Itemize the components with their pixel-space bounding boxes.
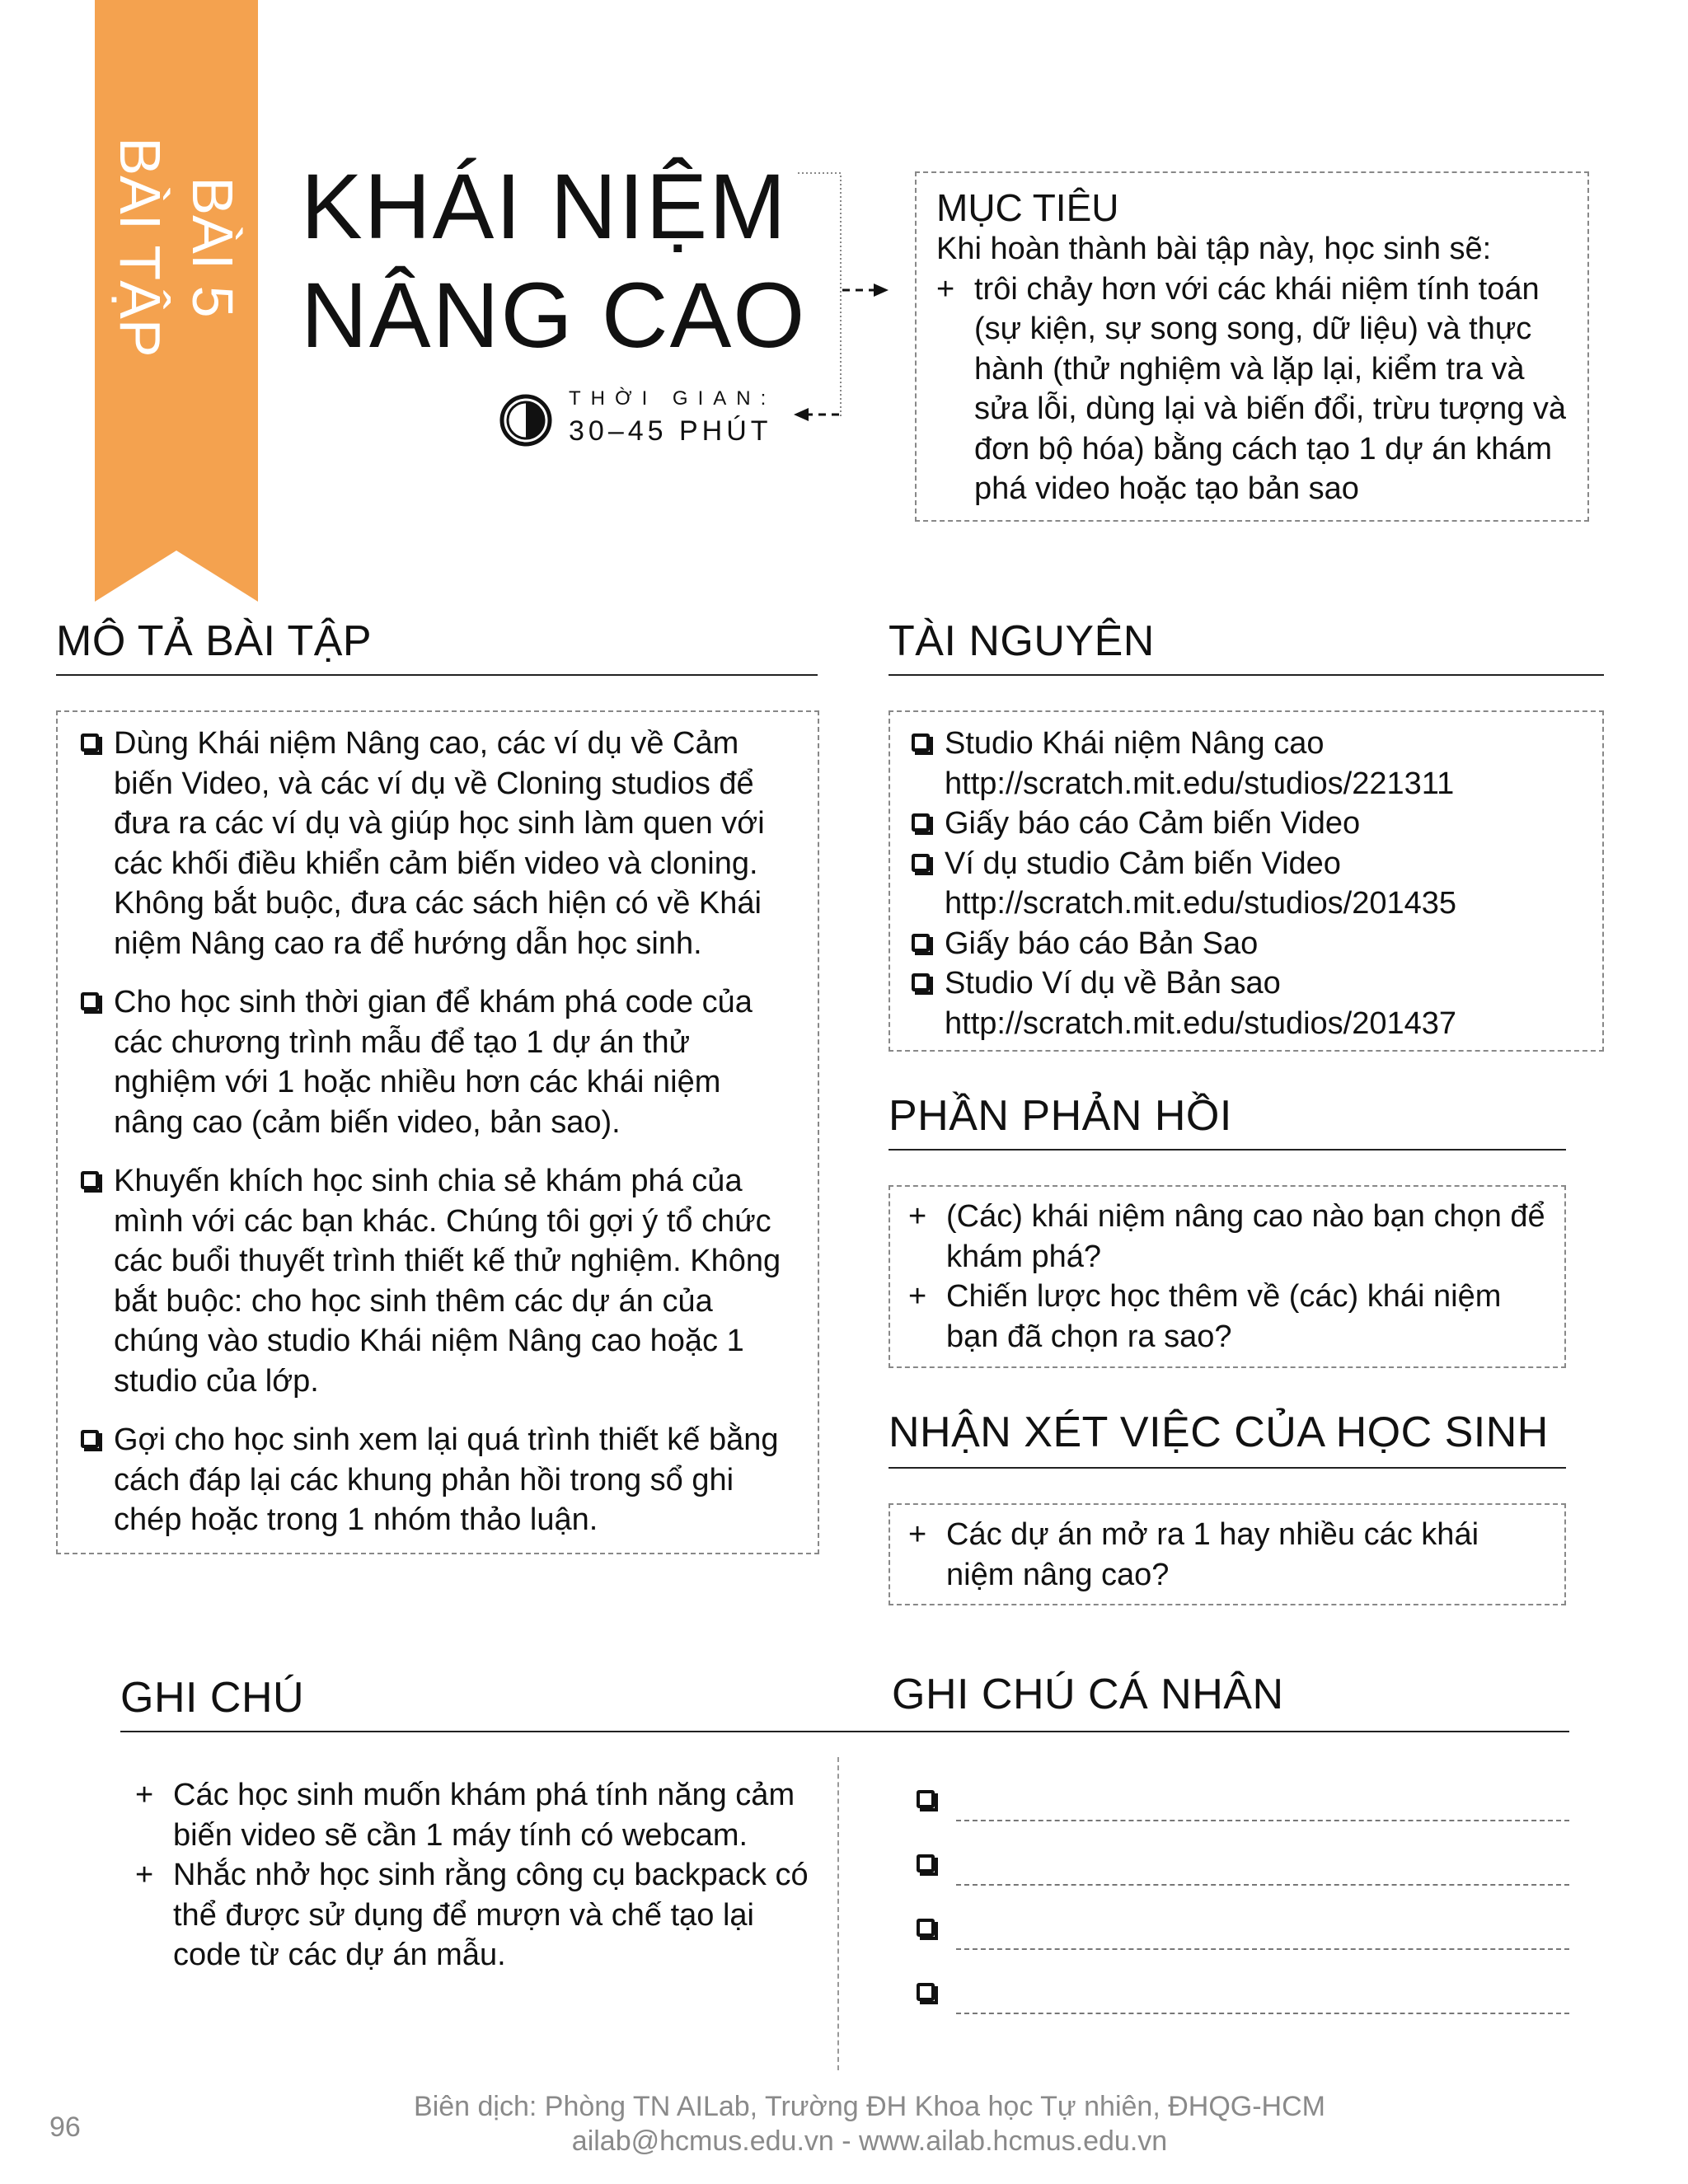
resource-item [908,963,1586,1043]
plus-bullet-icon: + [908,1199,927,1234]
checkbox-icon [912,733,930,752]
description-item [77,1161,796,1401]
checkbox-icon [912,813,930,832]
resources-heading: TÀI NGUYÊN [889,617,1155,665]
objective-heading: MỤC TIÊU [936,186,1119,229]
resources-box [889,710,1604,1052]
review-item-text: Các dự án mở ra 1 hay nhiều các khái niệm nâng cao? [946,1517,1479,1592]
lesson-type: BÀI TẬP [108,137,172,358]
resource-label: Studio Khái niệm Nâng cao [945,726,1325,761]
note-item-text: Các học sinh muốn khám phá tính năng cảm biến video sẽ cần 1 máy tính có webcam. [173,1778,795,1853]
resource-link[interactable]: http://scratch.mit.edu/studios/201437 [945,1005,1457,1041]
checkbox-icon [912,973,930,991]
resource-label: Giấy báo cáo Bản Sao [945,926,1259,961]
note-item [135,1855,819,1975]
footer-line-2: ailab@hcmus.edu.vn - www.ailab.hcmus.edu.vn [571,2125,1168,2157]
page-title [301,155,807,367]
notes-divider [120,1731,1569,1732]
description-item-text: Khuyến khích học sinh chia sẻ khám phá của mình với các bạn khác. Chúng tôi gợi ý tổ chức các buổi thuyết trình thiết kế thử nghiệm. Không bắt buộc: cho học sinh thêm các dự án của chúng vào studio Khái niệm Nâng cao hoặc 1 studio của lớp. [114,1164,781,1399]
time-label: THỜI GIAN: [569,387,776,410]
clock-half-icon [498,392,554,448]
note-line[interactable] [956,2013,1569,2014]
personal-notes-heading: GHI CHÚ CÁ NHÂN [892,1671,1284,1718]
connector-arrows [791,165,890,437]
reflection-item [908,1197,1548,1277]
note-line[interactable] [956,1820,1569,1821]
resource-label: Studio Ví dụ về Bản sao [945,966,1281,1001]
objective-item-text: trôi chảy hơn với các khái niệm tính toán (sự kiện, sự song song, dữ liệu) và thực hành (thử nghiệm và lặp lại, kiểm tra và sửa lỗi, dùng lại và biến đổi, trừu tượng và đơn bộ hóa) bằng cách tạo 1 dự án khám phá video hoặc tạo bản sao [974,271,1567,506]
objective-item [936,269,1569,509]
checkbox-icon [912,854,930,872]
checkbox-icon [81,1430,99,1448]
reflection-item-text: Chiến lược học thêm về (các) khái niệm bạn đã chọn ra sao? [946,1279,1502,1354]
checkbox-icon[interactable] [917,1790,935,1808]
review-heading: NHẬN XÉT VIỆC CỦA HỌC SINH [889,1408,1549,1456]
checkbox-icon[interactable] [917,1983,935,2001]
note-item [135,1775,819,1855]
lesson-number: BÀI 5 [181,176,245,318]
personal-notes-list [913,1790,1569,2021]
resource-link[interactable]: http://scratch.mit.edu/studios/201435 [945,886,1457,921]
reflection-box [889,1185,1566,1368]
description-item [77,982,796,1142]
reflection-heading: PHẦN PHẢN HỒI [889,1092,1232,1140]
time-value: 30–45 PHÚT [569,415,772,447]
description-item [77,724,796,963]
resource-item [908,844,1586,924]
description-item-text: Cho học sinh thời gian để khám phá code của các chương trình mẫu để tạo 1 dự án thử nghiệm với 1 hoặc nhiều hơn các khái niệm nâng cao (cảm biến video, bản sao). [114,985,753,1140]
description-divider [56,674,818,676]
notes-heading: GHI CHÚ [120,1674,305,1722]
resource-label: Ví dụ studio Cảm biến Video [945,846,1341,881]
note-line[interactable] [956,1884,1569,1886]
page-title-line-2: NÂNG CAO [301,264,807,367]
page-number: 96 [49,2111,81,2143]
footer-line-1: Biên dịch: Phòng TN AILab, Trường ĐH Khoa học Tự nhiên, ĐHQG-HCM [414,2091,1325,2122]
note-line[interactable] [956,1948,1569,1950]
page-title-line-1: KHÁI NIỆM [301,155,788,258]
notes-list [135,1775,819,1975]
reflection-item-text: (Các) khái niệm nâng cao nào bạn chọn để khám phá? [946,1199,1545,1274]
review-divider [889,1467,1566,1469]
objective-intro: Khi hoàn thành bài tập này, học sinh sẽ: [936,232,1492,266]
objective-box [915,171,1589,522]
resource-item [908,724,1586,804]
reflection-divider [889,1149,1566,1151]
description-item [77,1420,796,1540]
checkbox-icon[interactable] [917,1854,935,1872]
resource-item [908,924,1586,964]
description-heading: MÔ TẢ BÀI TẬP [56,617,373,665]
resource-item [908,804,1586,844]
notes-column-divider [837,1757,839,2070]
description-item-text: Gợi cho học sinh xem lại quá trình thiết kế bằng cách đáp lại các khung phản hồi trong sổ ghi chép hoặc trong 1 nhóm thảo luận. [114,1422,779,1537]
description-item-text: Dùng Khái niệm Nâng cao, các ví dụ về Cảm biến Video, và các ví dụ về Cloning studios để đưa ra các ví dụ và giúp học sinh làm quen với các khối điều khiển cảm biến video và cloning. Không bắt buộc, đưa các sách hiện có về Khái niệm Nâng cao ra để hướng dẫn học sinh. [114,726,765,961]
lesson-ribbon-label [104,137,249,357]
reflection-item [908,1277,1548,1357]
checkbox-icon [81,992,99,1010]
resources-divider [889,674,1604,676]
plus-bullet-icon: + [936,271,955,307]
plus-bullet-icon: + [908,1279,927,1314]
plus-bullet-icon: + [135,1858,154,1892]
checkbox-icon [81,1171,99,1189]
review-item [908,1515,1548,1595]
description-box [56,710,819,1554]
note-item-text: Nhắc nhở học sinh rằng công cụ backpack có thể được sử dụng để mượn và chế tạo lại code từ các dự án mẫu. [173,1858,809,1972]
plus-bullet-icon: + [908,1517,927,1552]
resource-label: Giấy báo cáo Cảm biến Video [945,806,1361,841]
resource-link[interactable]: http://scratch.mit.edu/studios/221311 [945,766,1455,801]
review-box [889,1503,1566,1605]
checkbox-icon [912,934,930,952]
checkbox-icon[interactable] [917,1919,935,1937]
plus-bullet-icon: + [135,1778,154,1812]
checkbox-icon [81,733,99,752]
footer-credit [247,2089,1492,2158]
